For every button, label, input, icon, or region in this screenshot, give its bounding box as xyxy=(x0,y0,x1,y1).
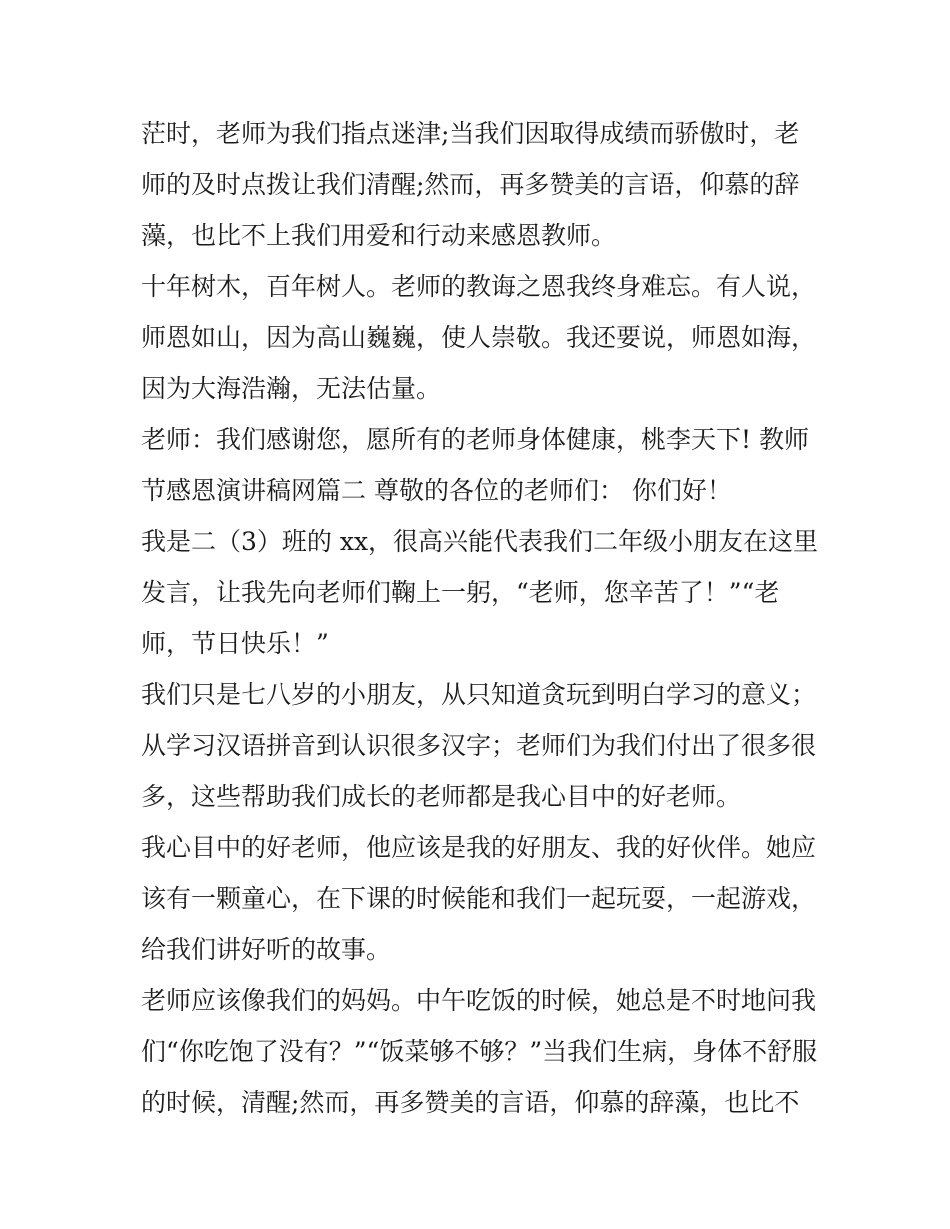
text-line: 我心目中的好老师，他应该是我的好朋友、我的好伙伴。她应 xyxy=(141,833,817,862)
text-line: 的时候，清醒;然而，再多赞美的言语，仰慕的辞藻，也比不 xyxy=(141,1088,800,1117)
text-line: 多，这些帮助我们成长的老师都是我心目中的好老师。 xyxy=(141,782,742,811)
text-line: 茫时，老师为我们指点迷津;当我们因取得成绩而骄傲时，老 xyxy=(141,119,800,148)
text-line: 老师：我们感谢您，愿所有的老师身体健康，桃李天下! 教师 xyxy=(141,425,809,454)
text-line: 因为大海浩瀚，无法估量。 xyxy=(141,374,442,403)
document-body xyxy=(141,108,821,1128)
text-line: 师恩如山，因为高山巍巍，使人崇敬。我还要说，师恩如海， xyxy=(141,323,817,352)
text-line: 师的及时点拨让我们清醒;然而，再多赞美的言语，仰慕的辞 xyxy=(141,170,800,199)
text-line: 给我们讲好听的故事。 xyxy=(141,935,392,964)
text-line: 们“你吃饱了没有？”“饭菜够不够？”当我们生病，身体不舒服 xyxy=(141,1037,818,1066)
text-line: 我们只是七八岁的小朋友，从只知道贪玩到明白学习的意义； xyxy=(141,680,817,709)
text-line: 师，节日快乐！” xyxy=(141,629,329,658)
text-line: 十年树木，百年树人。老师的教诲之恩我终身难忘。有人说， xyxy=(141,272,817,301)
text-line: 该有一颗童心，在下课的时候能和我们一起玩耍，一起游戏， xyxy=(141,884,817,913)
text-line: 节感恩演讲稿网篇二 尊敬的各位的老师们： 你们好！ xyxy=(141,476,732,505)
text-line: 老师应该像我们的妈妈。中午吃饭的时候，她总是不时地问我 xyxy=(141,986,817,1015)
text-line: 发言，让我先向老师们鞠上一躬，“老师，您辛苦了！”“老 xyxy=(141,578,780,607)
text-line: 藻，也比不上我们用爱和行动来感恩教师。 xyxy=(141,221,617,250)
text-line: 从学习汉语拼音到认识很多汉字；老师们为我们付出了很多很 xyxy=(141,731,817,760)
text-line: 我是二（3）班的 xx，很高兴能代表我们二年级小朋友在这里 xyxy=(141,527,819,556)
